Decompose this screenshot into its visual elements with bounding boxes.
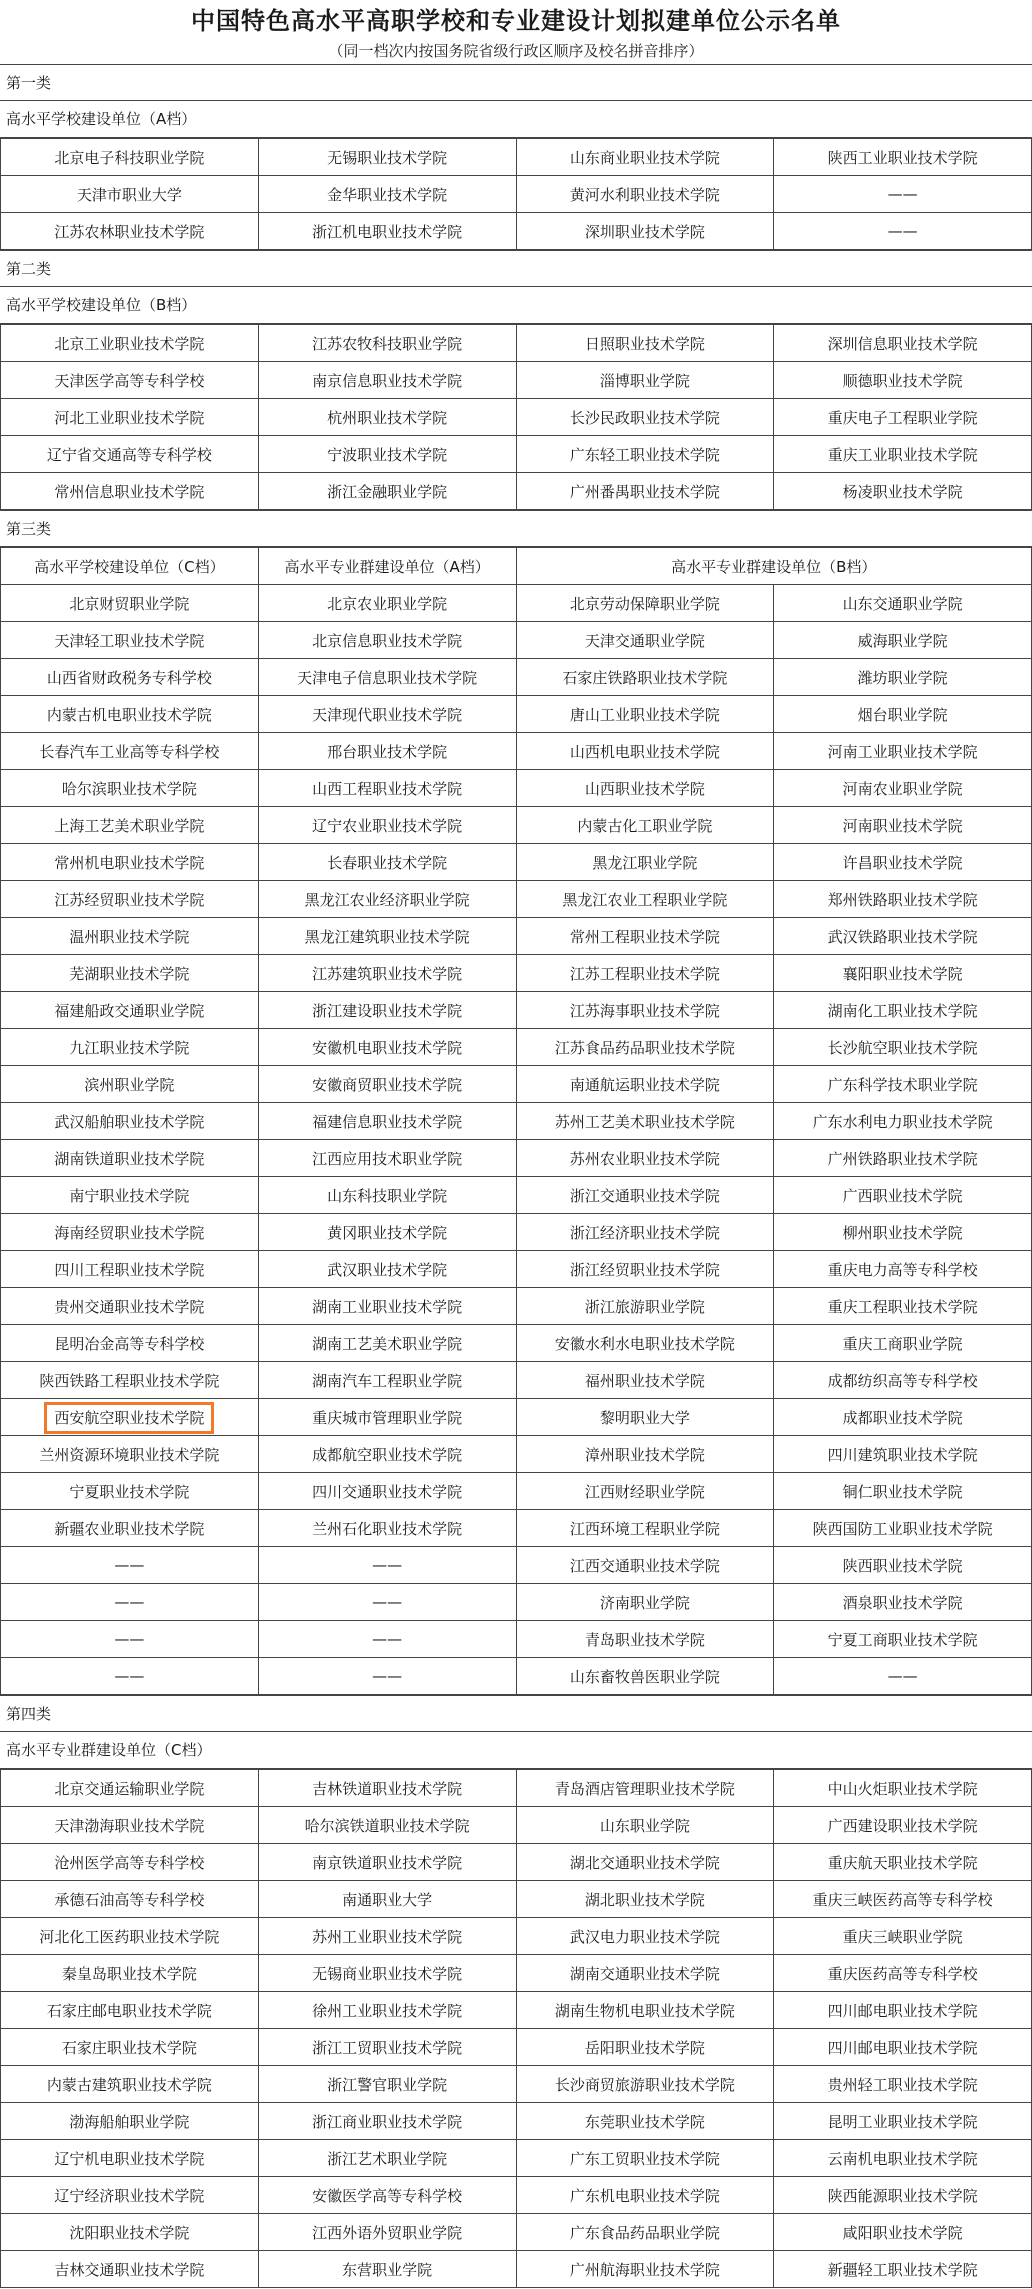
table-cell: 江苏农林职业技术学院 [1, 213, 259, 250]
table-cell: 广州铁路职业技术学院 [774, 1140, 1032, 1177]
table-cell: 宁夏职业技术学院 [1, 1473, 259, 1510]
table-cell: 黄冈职业技术学院 [258, 1214, 516, 1251]
table-row [1, 1770, 1032, 1807]
table-cell: —— [774, 176, 1032, 213]
table-cell: 重庆工业职业技术学院 [774, 436, 1032, 473]
table-row [1, 770, 1032, 807]
table-row [1, 325, 1032, 362]
section-2-table [0, 324, 1032, 510]
table-cell: 浙江艺术职业学院 [258, 2140, 516, 2177]
table-cell: 江西环境工程职业学院 [516, 1510, 774, 1547]
table-cell: 黑龙江建筑职业技术学院 [258, 918, 516, 955]
table-cell: 四川邮电职业技术学院 [774, 2029, 1032, 2066]
table-cell: 辽宁省交通高等专科学校 [1, 436, 259, 473]
table-cell: 重庆电子工程职业学院 [774, 399, 1032, 436]
table-cell: 柳州职业技术学院 [774, 1214, 1032, 1251]
table-cell: 湖北职业技术学院 [516, 1881, 774, 1918]
table-cell: 漳州职业技术学院 [516, 1436, 774, 1473]
table-cell: 石家庄邮电职业技术学院 [1, 1992, 259, 2029]
table-cell: 新疆农业职业技术学院 [1, 1510, 259, 1547]
table-cell: 福州职业技术学院 [516, 1362, 774, 1399]
table-row [1, 992, 1032, 1029]
table-cell: 内蒙古化工职业学院 [516, 807, 774, 844]
table-cell: 天津电子信息职业技术学院 [258, 659, 516, 696]
table-cell: 济南职业学院 [516, 1584, 774, 1621]
table-cell: 黎明职业大学 [516, 1399, 774, 1436]
table-cell: 东营职业学院 [258, 2251, 516, 2288]
table-cell: —— [258, 1658, 516, 1695]
table-cell: 杨凌职业技术学院 [774, 473, 1032, 510]
table-cell: 江西应用技术职业学院 [258, 1140, 516, 1177]
table-cell: 河南职业技术学院 [774, 807, 1032, 844]
table-row [1, 1325, 1032, 1362]
column-header: 高水平专业群建设单位（A档） [258, 548, 516, 585]
table-cell: 浙江交通职业技术学院 [516, 1177, 774, 1214]
table-cell: 天津医学高等专科学校 [1, 362, 259, 399]
table-row [1, 213, 1032, 250]
table-cell: 湖南工艺美术职业学院 [258, 1325, 516, 1362]
table-cell: 福建船政交通职业学院 [1, 992, 259, 1029]
table-row [1, 1214, 1032, 1251]
table-cell: 广西职业技术学院 [774, 1177, 1032, 1214]
table-cell: 武汉职业技术学院 [258, 1251, 516, 1288]
table-cell: 酒泉职业技术学院 [774, 1584, 1032, 1621]
table-cell: 秦皇岛职业技术学院 [1, 1955, 259, 1992]
table-cell: 昆明工业职业技术学院 [774, 2103, 1032, 2140]
table-cell: 江苏农牧科技职业学院 [258, 325, 516, 362]
table-cell: 日照职业技术学院 [516, 325, 774, 362]
table-row [1, 918, 1032, 955]
table-cell: 浙江机电职业技术学院 [258, 213, 516, 250]
table-cell: 南通职业大学 [258, 1881, 516, 1918]
table-cell: 南宁职业技术学院 [1, 1177, 259, 1214]
table-cell: 北京交通运输职业学院 [1, 1770, 259, 1807]
table-cell: 邢台职业技术学院 [258, 733, 516, 770]
table-row [1, 2140, 1032, 2177]
table-row [1, 1918, 1032, 1955]
table-cell: 江苏工程职业技术学院 [516, 955, 774, 992]
table-row [1, 955, 1032, 992]
table-cell: 湖南生物机电职业技术学院 [516, 1992, 774, 2029]
table-cell: 浙江工贸职业技术学院 [258, 2029, 516, 2066]
table-cell: 武汉船舶职业技术学院 [1, 1103, 259, 1140]
table-cell: 南通航运职业技术学院 [516, 1066, 774, 1103]
table-row [1, 2214, 1032, 2251]
table-cell: 江苏经贸职业技术学院 [1, 881, 259, 918]
table-cell: 重庆工商职业学院 [774, 1325, 1032, 1362]
table-row [1, 622, 1032, 659]
table-cell: 浙江经济职业技术学院 [516, 1214, 774, 1251]
table-cell: 四川建筑职业技术学院 [774, 1436, 1032, 1473]
table-row [1, 1658, 1032, 1695]
section-1-subheading: 高水平学校建设单位（A档） [0, 101, 1032, 138]
table-row [1, 1807, 1032, 1844]
table-cell: 哈尔滨铁道职业技术学院 [258, 1807, 516, 1844]
table-cell: 天津交通职业学院 [516, 622, 774, 659]
table-cell: 郑州铁路职业技术学院 [774, 881, 1032, 918]
table-cell [1, 1399, 259, 1436]
table-cell: 滨州职业学院 [1, 1066, 259, 1103]
highlighted-school: 西安航空职业技术学院 [50, 1408, 208, 1428]
table-cell: 广西建设职业技术学院 [774, 1807, 1032, 1844]
table-cell: 石家庄职业技术学院 [1, 2029, 259, 2066]
table-cell: 苏州工业职业技术学院 [258, 1918, 516, 1955]
table-cell: 山东商业职业技术学院 [516, 139, 774, 176]
table-row [1, 1510, 1032, 1547]
table-cell: 广州番禺职业技术学院 [516, 473, 774, 510]
table-cell: 广东食品药品职业学院 [516, 2214, 774, 2251]
table-cell: 北京劳动保障职业学院 [516, 585, 774, 622]
table-cell: 陕西能源职业技术学院 [774, 2177, 1032, 2214]
section-1-heading: 第一类 [0, 64, 1032, 101]
table-row [1, 1399, 1032, 1436]
table-cell: 浙江旅游职业学院 [516, 1288, 774, 1325]
table-cell: 贵州轻工职业技术学院 [774, 2066, 1032, 2103]
table-row [1, 436, 1032, 473]
table-cell: 黑龙江职业学院 [516, 844, 774, 881]
table-cell: 襄阳职业技术学院 [774, 955, 1032, 992]
table-cell: 陕西国防工业职业技术学院 [774, 1510, 1032, 1547]
table-cell: 山东职业学院 [516, 1807, 774, 1844]
table-cell: 武汉铁路职业技术学院 [774, 918, 1032, 955]
table-cell: 四川工程职业技术学院 [1, 1251, 259, 1288]
table-cell: 重庆城市管理职业学院 [258, 1399, 516, 1436]
table-cell: 安徽商贸职业技术学院 [258, 1066, 516, 1103]
table-cell: —— [258, 1621, 516, 1658]
table-row [1, 1140, 1032, 1177]
table-row [1, 696, 1032, 733]
table-cell: 陕西职业技术学院 [774, 1547, 1032, 1584]
table-cell: 山西工程职业技术学院 [258, 770, 516, 807]
table-cell: 北京工业职业技术学院 [1, 325, 259, 362]
table-cell: 中山火炬职业技术学院 [774, 1770, 1032, 1807]
table-cell: 云南机电职业技术学院 [774, 2140, 1032, 2177]
section-3-table [0, 547, 1032, 1695]
table-cell: 渤海船舶职业学院 [1, 2103, 259, 2140]
table-cell: 许昌职业技术学院 [774, 844, 1032, 881]
table-cell: 苏州工艺美术职业技术学院 [516, 1103, 774, 1140]
table-cell: 深圳职业技术学院 [516, 213, 774, 250]
table-cell: 杭州职业技术学院 [258, 399, 516, 436]
table-cell: 成都航空职业技术学院 [258, 1436, 516, 1473]
table-cell: 沧州医学高等专科学校 [1, 1844, 259, 1881]
table-cell: 河北工业职业技术学院 [1, 399, 259, 436]
table-cell: 咸阳职业技术学院 [774, 2214, 1032, 2251]
table-cell: 辽宁机电职业技术学院 [1, 2140, 259, 2177]
table-row [1, 2251, 1032, 2288]
table-cell: 吉林交通职业技术学院 [1, 2251, 259, 2288]
table-cell: 深圳信息职业技术学院 [774, 325, 1032, 362]
table-row [1, 2103, 1032, 2140]
table-cell: 江西财经职业学院 [516, 1473, 774, 1510]
table-row [1, 659, 1032, 696]
table-cell: 江西外语外贸职业学院 [258, 2214, 516, 2251]
table-cell: 黄河水利职业技术学院 [516, 176, 774, 213]
table-cell: 徐州工业职业技术学院 [258, 1992, 516, 2029]
table-row [1, 1177, 1032, 1214]
table-row [1, 1621, 1032, 1658]
table-row [1, 2066, 1032, 2103]
table-cell: 山东畜牧兽医职业学院 [516, 1658, 774, 1695]
table-cell: 重庆工程职业技术学院 [774, 1288, 1032, 1325]
table-cell: 河南农业职业学院 [774, 770, 1032, 807]
column-header: 高水平学校建设单位（C档） [1, 548, 259, 585]
table-cell: 北京信息职业技术学院 [258, 622, 516, 659]
table-cell: 福建信息职业技术学院 [258, 1103, 516, 1140]
table-cell: 浙江商业职业技术学院 [258, 2103, 516, 2140]
table-row [1, 176, 1032, 213]
table-cell: 河北化工医药职业技术学院 [1, 1918, 259, 1955]
table-row [1, 585, 1032, 622]
table-cell: 江苏建筑职业技术学院 [258, 955, 516, 992]
table-row [1, 733, 1032, 770]
table-cell: 兰州石化职业技术学院 [258, 1510, 516, 1547]
table-cell: —— [1, 1584, 259, 1621]
table-cell: 上海工艺美术职业学院 [1, 807, 259, 844]
table-cell: —— [1, 1547, 259, 1584]
table-cell: 山西机电职业技术学院 [516, 733, 774, 770]
table-cell: 湖南铁道职业技术学院 [1, 1140, 259, 1177]
table-cell: 天津现代职业技术学院 [258, 696, 516, 733]
table-cell: 江西交通职业技术学院 [516, 1547, 774, 1584]
section-4-heading: 第四类 [0, 1695, 1032, 1732]
table-cell: 重庆电力高等专科学校 [774, 1251, 1032, 1288]
table-cell: 南京铁道职业技术学院 [258, 1844, 516, 1881]
table-cell: 成都纺织高等专科学校 [774, 1362, 1032, 1399]
table-cell: 湖南交通职业技术学院 [516, 1955, 774, 1992]
table-cell: 苏州农业职业技术学院 [516, 1140, 774, 1177]
table-cell: 陕西工业职业技术学院 [774, 139, 1032, 176]
section-2-subheading: 高水平学校建设单位（B档） [0, 287, 1032, 324]
section-1-table [0, 138, 1032, 250]
section-3-header-row [1, 548, 1032, 585]
table-row [1, 807, 1032, 844]
table-cell: 山东科技职业学院 [258, 1177, 516, 1214]
table-cell: 无锡商业职业技术学院 [258, 1955, 516, 1992]
table-row [1, 1362, 1032, 1399]
table-cell: —— [774, 1658, 1032, 1695]
table-cell: 南京信息职业技术学院 [258, 362, 516, 399]
table-cell: 芜湖职业技术学院 [1, 955, 259, 992]
table-cell: 顺德职业技术学院 [774, 362, 1032, 399]
section-4-subheading: 高水平专业群建设单位（C档） [0, 1732, 1032, 1769]
table-cell: 重庆三峡职业学院 [774, 1918, 1032, 1955]
table-cell: 广东工贸职业技术学院 [516, 2140, 774, 2177]
table-cell: 宁波职业技术学院 [258, 436, 516, 473]
table-cell: —— [258, 1547, 516, 1584]
table-cell: 重庆医药高等专科学校 [774, 1955, 1032, 1992]
table-cell: 江苏食品药品职业技术学院 [516, 1029, 774, 1066]
table-cell: 长沙民政职业技术学院 [516, 399, 774, 436]
table-cell: 重庆三峡医药高等专科学校 [774, 1881, 1032, 1918]
table-row [1, 881, 1032, 918]
table-row [1, 2029, 1032, 2066]
table-row [1, 1992, 1032, 2029]
table-cell: 海南经贸职业技术学院 [1, 1214, 259, 1251]
table-row [1, 1584, 1032, 1621]
table-cell: 陕西铁路工程职业技术学院 [1, 1362, 259, 1399]
table-cell: 吉林铁道职业技术学院 [258, 1770, 516, 1807]
table-cell: 河南工业职业技术学院 [774, 733, 1032, 770]
table-row [1, 139, 1032, 176]
table-cell: 广东轻工职业技术学院 [516, 436, 774, 473]
table-row [1, 1473, 1032, 1510]
table-cell: 常州信息职业技术学院 [1, 473, 259, 510]
table-cell: 浙江金融职业学院 [258, 473, 516, 510]
table-row [1, 1547, 1032, 1584]
table-cell: 新疆轻工职业技术学院 [774, 2251, 1032, 2288]
table-cell: 湖南化工职业技术学院 [774, 992, 1032, 1029]
table-cell: 成都职业技术学院 [774, 1399, 1032, 1436]
table-row [1, 1066, 1032, 1103]
table-cell: 安徽医学高等专科学校 [258, 2177, 516, 2214]
table-cell: 天津渤海职业技术学院 [1, 1807, 259, 1844]
table-cell: 石家庄铁路职业技术学院 [516, 659, 774, 696]
table-cell: 安徽水利水电职业技术学院 [516, 1325, 774, 1362]
table-cell: 哈尔滨职业技术学院 [1, 770, 259, 807]
table-cell: 浙江警官职业学院 [258, 2066, 516, 2103]
table-row [1, 2177, 1032, 2214]
table-cell: 东莞职业技术学院 [516, 2103, 774, 2140]
table-row [1, 399, 1032, 436]
table-cell: 潍坊职业学院 [774, 659, 1032, 696]
table-cell: 浙江经贸职业技术学院 [516, 1251, 774, 1288]
table-cell: 长沙航空职业技术学院 [774, 1029, 1032, 1066]
table-cell: 岳阳职业技术学院 [516, 2029, 774, 2066]
table-cell: 贵州交通职业技术学院 [1, 1288, 259, 1325]
table-cell: —— [774, 213, 1032, 250]
table-row [1, 362, 1032, 399]
table-row [1, 1103, 1032, 1140]
table-cell: 铜仁职业技术学院 [774, 1473, 1032, 1510]
table-row [1, 1881, 1032, 1918]
table-row [1, 1844, 1032, 1881]
table-row [1, 1288, 1032, 1325]
page-title: 中国特色高水平高职学校和专业建设计划拟建单位公示名单 [191, 6, 841, 35]
column-header: 高水平专业群建设单位（B档） [516, 548, 1032, 585]
table-row [1, 844, 1032, 881]
table-cell: 威海职业学院 [774, 622, 1032, 659]
table-cell: 宁夏工商职业技术学院 [774, 1621, 1032, 1658]
table-cell: 烟台职业学院 [774, 696, 1032, 733]
table-cell: 辽宁经济职业技术学院 [1, 2177, 259, 2214]
table-cell: 常州机电职业技术学院 [1, 844, 259, 881]
table-cell: 北京农业职业学院 [258, 585, 516, 622]
table-cell: 天津市职业大学 [1, 176, 259, 213]
table-row [1, 473, 1032, 510]
table-cell: 无锡职业技术学院 [258, 139, 516, 176]
section-3-heading: 第三类 [0, 510, 1032, 547]
table-cell: 湖南汽车工程职业学院 [258, 1362, 516, 1399]
table-cell: 安徽机电职业技术学院 [258, 1029, 516, 1066]
table-cell: 黑龙江农业经济职业学院 [258, 881, 516, 918]
table-cell: 北京电子科技职业学院 [1, 139, 259, 176]
table-cell: 九江职业技术学院 [1, 1029, 259, 1066]
table-cell: —— [1, 1658, 259, 1695]
table-cell: 武汉电力职业技术学院 [516, 1918, 774, 1955]
table-row [1, 1251, 1032, 1288]
table-cell: 兰州资源环境职业技术学院 [1, 1436, 259, 1473]
table-cell: 北京财贸职业学院 [1, 585, 259, 622]
page-subtitle: （同一档次内按国务院省级行政区顺序及校名拼音排序） [328, 42, 704, 60]
table-cell: 江苏海事职业技术学院 [516, 992, 774, 1029]
section-2-heading: 第二类 [0, 250, 1032, 287]
table-cell: 青岛酒店管理职业技术学院 [516, 1770, 774, 1807]
table-cell: 广东机电职业技术学院 [516, 2177, 774, 2214]
table-cell: 广州航海职业技术学院 [516, 2251, 774, 2288]
table-cell: 淄博职业学院 [516, 362, 774, 399]
table-row [1, 1029, 1032, 1066]
table-cell: 长春汽车工业高等专科学校 [1, 733, 259, 770]
table-cell: 长沙商贸旅游职业技术学院 [516, 2066, 774, 2103]
table-cell: 天津轻工职业技术学院 [1, 622, 259, 659]
table-cell: 广东水利电力职业技术学院 [774, 1103, 1032, 1140]
table-cell: 内蒙古机电职业技术学院 [1, 696, 259, 733]
section-4-table [0, 1769, 1032, 2288]
table-cell: 湖南工业职业技术学院 [258, 1288, 516, 1325]
table-cell: 四川邮电职业技术学院 [774, 1992, 1032, 2029]
table-cell: 浙江建设职业技术学院 [258, 992, 516, 1029]
table-cell: 青岛职业技术学院 [516, 1621, 774, 1658]
table-cell: 常州工程职业技术学院 [516, 918, 774, 955]
table-cell: —— [1, 1621, 259, 1658]
table-row [1, 1436, 1032, 1473]
table-row [1, 1955, 1032, 1992]
table-cell: 黑龙江农业工程职业学院 [516, 881, 774, 918]
table-cell: 内蒙古建筑职业技术学院 [1, 2066, 259, 2103]
table-cell: 湖北交通职业技术学院 [516, 1844, 774, 1881]
table-cell: 温州职业技术学院 [1, 918, 259, 955]
table-cell: 唐山工业职业技术学院 [516, 696, 774, 733]
table-cell: 四川交通职业技术学院 [258, 1473, 516, 1510]
table-cell: 长春职业技术学院 [258, 844, 516, 881]
table-cell: 山西职业技术学院 [516, 770, 774, 807]
table-cell: —— [258, 1584, 516, 1621]
table-cell: 山西省财政税务专科学校 [1, 659, 259, 696]
table-cell: 金华职业技术学院 [258, 176, 516, 213]
table-cell: 承德石油高等专科学校 [1, 1881, 259, 1918]
table-cell: 广东科学技术职业学院 [774, 1066, 1032, 1103]
table-cell: 沈阳职业技术学院 [1, 2214, 259, 2251]
table-cell: 昆明冶金高等专科学校 [1, 1325, 259, 1362]
table-cell: 辽宁农业职业技术学院 [258, 807, 516, 844]
table-cell: 重庆航天职业技术学院 [774, 1844, 1032, 1881]
table-cell: 山东交通职业学院 [774, 585, 1032, 622]
